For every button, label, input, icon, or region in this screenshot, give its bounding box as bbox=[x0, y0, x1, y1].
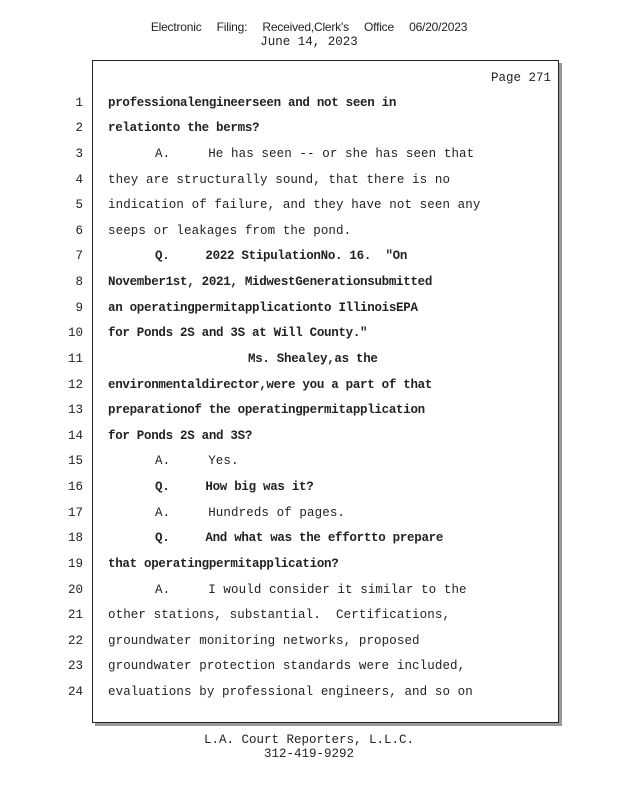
transcript-line: A. He has seen -- or she has seen that bbox=[155, 147, 475, 161]
filing-stamp bbox=[0, 20, 618, 34]
line-number: 15 bbox=[67, 454, 83, 468]
filing-stamp-received: Received,Clerk's bbox=[262, 20, 349, 34]
line-number: 9 bbox=[75, 301, 83, 315]
transcript-line: relationto the berms? bbox=[108, 121, 260, 135]
transcript-line: that operatingpermitapplication? bbox=[108, 557, 339, 571]
transcript-line: A. I would consider it similar to the bbox=[155, 583, 467, 597]
transcript-line: evaluations by professional engineers, and so on bbox=[108, 685, 473, 699]
line-number: 8 bbox=[75, 275, 83, 289]
line-number: 7 bbox=[75, 249, 83, 263]
line-number: 10 bbox=[67, 326, 83, 340]
line-number: 24 bbox=[67, 685, 83, 699]
filing-stamp-filing: Filing: bbox=[216, 20, 248, 34]
transcript-line: groundwater monitoring networks, proposed bbox=[108, 634, 420, 648]
transcript-line: indication of failure, and they have not seen any bbox=[108, 198, 481, 212]
line-number: 14 bbox=[67, 429, 83, 443]
line-number: 22 bbox=[67, 634, 83, 648]
line-number: 20 bbox=[67, 583, 83, 597]
transcript-line: Q. And what was the effortto prepare bbox=[155, 531, 444, 545]
line-number: 18 bbox=[67, 531, 83, 545]
transcript-line: preparationof the operatingpermitapplication bbox=[108, 403, 425, 417]
reporter-phone: 312-419-9292 bbox=[263, 747, 354, 761]
line-number: 1 bbox=[75, 96, 83, 110]
line-number: 3 bbox=[75, 147, 83, 161]
transcript-line: A. Hundreds of pages. bbox=[155, 506, 346, 520]
transcript-line: groundwater protection standards were included, bbox=[108, 659, 466, 673]
transcript-line: environmentaldirector,were you a part of that bbox=[108, 378, 433, 392]
reporter-company: L.A. Court Reporters, L.L.C. bbox=[203, 733, 415, 747]
line-number: 12 bbox=[67, 378, 83, 392]
line-number: 2 bbox=[75, 121, 83, 135]
line-number: 11 bbox=[67, 352, 83, 366]
line-number: 17 bbox=[67, 506, 83, 520]
transcript-line: other stations, substantial. Certifications, bbox=[108, 608, 451, 622]
filing-stamp-electronic: Electronic bbox=[150, 20, 202, 34]
line-number: 21 bbox=[67, 608, 83, 622]
filing-stamp-office: Office bbox=[364, 20, 394, 34]
transcript-line: Q. How big was it? bbox=[155, 480, 314, 494]
transcript-line: for Ponds 2S and 3S at Will County." bbox=[108, 326, 368, 340]
transcript-line: professionalengineerseen and not seen in bbox=[108, 96, 397, 110]
line-number: 4 bbox=[75, 173, 83, 187]
hearing-date: June 14, 2023 bbox=[260, 35, 358, 49]
line-number: 23 bbox=[67, 659, 83, 673]
line-number: 13 bbox=[67, 403, 83, 417]
line-number: 19 bbox=[67, 557, 83, 571]
line-number: 16 bbox=[67, 480, 83, 494]
transcript-line: Ms. Shealey,as the bbox=[248, 352, 378, 366]
filing-stamp-date: 06/20/2023 bbox=[409, 20, 468, 34]
transcript-line: seeps or leakages from the pond. bbox=[108, 224, 352, 238]
transcript-line: an operatingpermitapplicationto IllinoisEPA bbox=[108, 301, 418, 315]
line-number: 6 bbox=[75, 224, 83, 238]
transcript-line: for Ponds 2S and 3S? bbox=[108, 429, 253, 443]
transcript-line: November1st, 2021, MidwestGenerationsubmitted bbox=[108, 275, 433, 289]
transcript-line: A. Yes. bbox=[155, 454, 239, 468]
transcript-line: they are structurally sound, that there is no bbox=[108, 173, 451, 187]
line-number: 5 bbox=[75, 198, 83, 212]
page-number: Page 271 bbox=[490, 71, 551, 85]
transcript-line: Q. 2022 StipulationNo. 16. "On bbox=[155, 249, 408, 263]
